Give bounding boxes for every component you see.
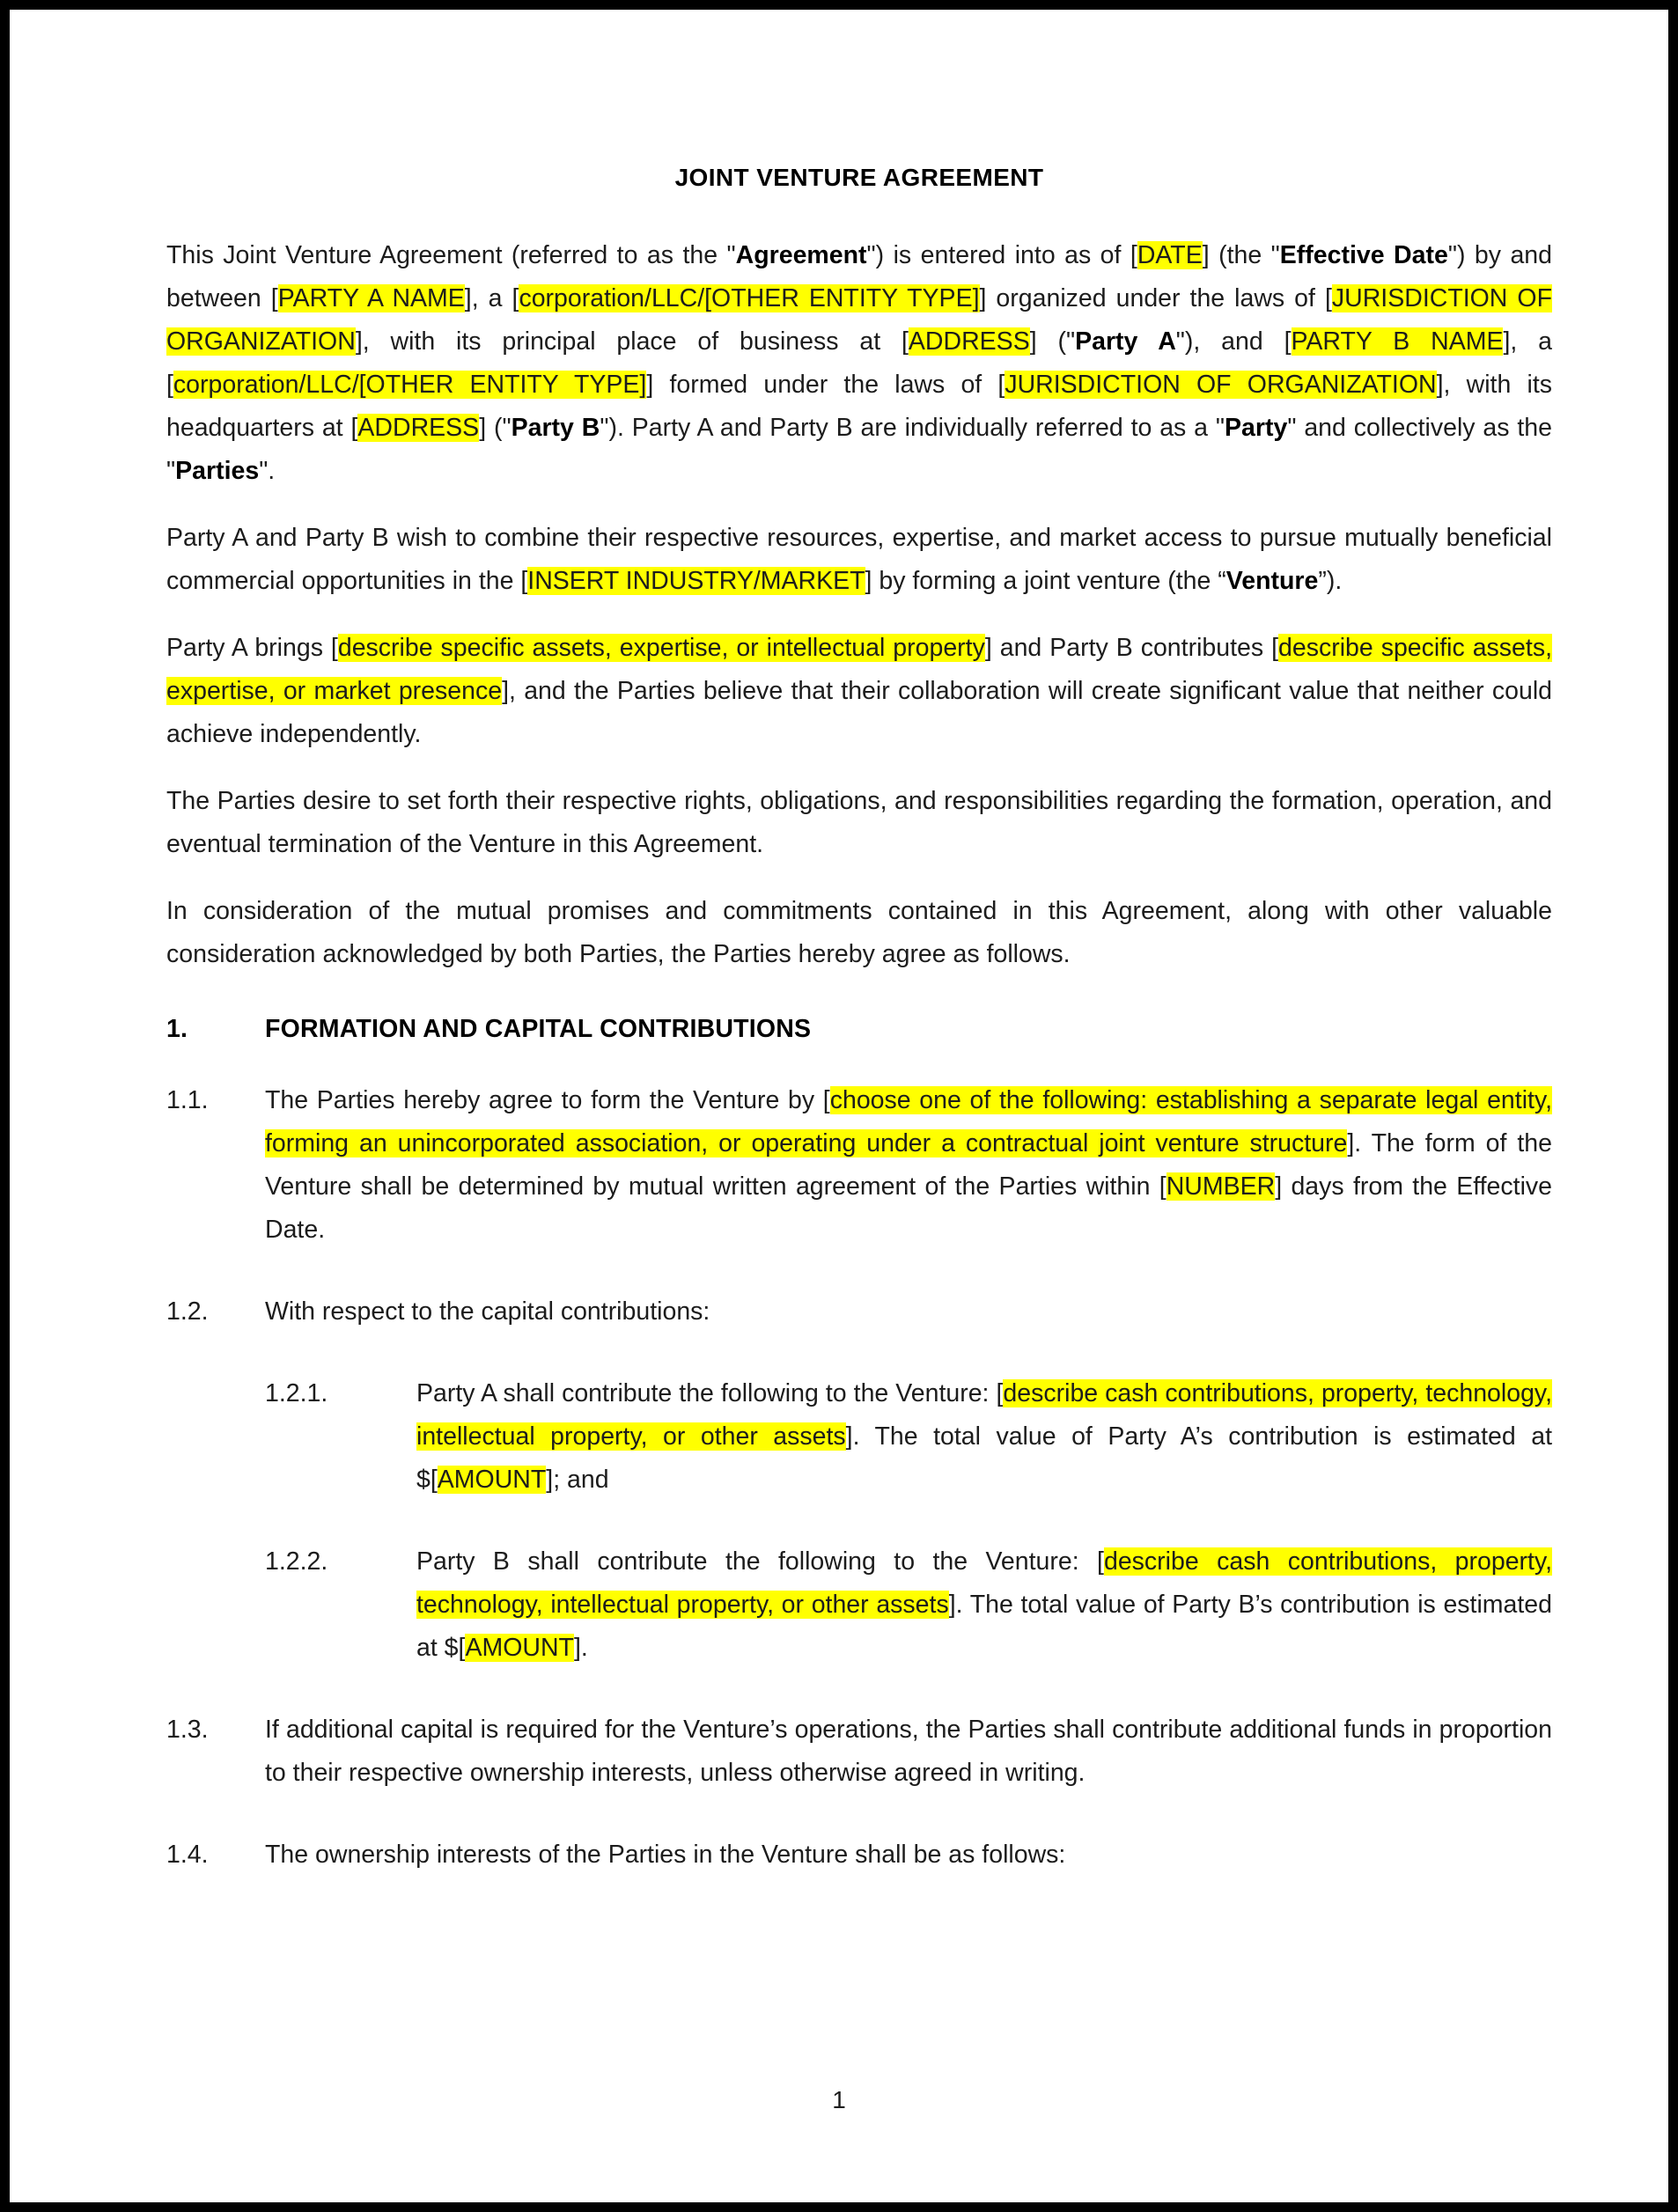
- text-run: ”).: [1318, 567, 1343, 595]
- preamble-paragraph-4: [166, 780, 1552, 866]
- document-body: [166, 164, 1552, 1915]
- text-run: ], with its headquarters at [: [166, 371, 1552, 442]
- placeholder-jurisdiction-b: JURISDICTION OF ORGANIZATION: [1005, 371, 1437, 399]
- text-run: ].: [573, 1634, 588, 1662]
- term-party: Party: [1225, 414, 1288, 442]
- text-run: The Parties hereby agree to form the Venture by [: [265, 1086, 830, 1114]
- text-run: ], and the Parties believe that their collaboration will create significant value that neither could achieve independently.: [166, 677, 1552, 748]
- clause-number: 1.2.: [166, 1297, 209, 1326]
- text-run: "). Party A and Party B are individually referred to as a ": [600, 414, 1225, 442]
- text-run: Party A brings [: [166, 634, 338, 662]
- placeholder-address-b: ADDRESS: [357, 414, 480, 442]
- clause-number: 1.3.: [166, 1716, 209, 1744]
- text-run: ]. The total value of Party B’s contribution is estimated at $[: [416, 1591, 1553, 1662]
- placeholder-amount-a: AMOUNT: [437, 1466, 547, 1494]
- placeholder-amount-b: AMOUNT: [465, 1634, 574, 1662]
- text-run: ] formed under the laws of [: [646, 371, 1005, 399]
- term-effective-date: Effective Date: [1279, 241, 1448, 269]
- clause-text: [416, 1540, 1552, 1670]
- clause-number: 1.2.1.: [265, 1379, 328, 1407]
- text-run: ] (": [1029, 327, 1076, 356]
- text-run: ], a [: [166, 327, 1553, 399]
- clause-text: [265, 1290, 1552, 1334]
- placeholder-industry-market: INSERT INDUSTRY/MARKET: [527, 567, 865, 595]
- text-run: Party A shall contribute the following to the Venture: [: [416, 1379, 1004, 1407]
- text-run: ]. The total value of Party A’s contribution is estimated at $[: [416, 1422, 1552, 1494]
- placeholder-venture-form-options: choose one of the following: establishing a separate legal entity, forming an unincorporated association, or operating under a contractual joint venture structure: [265, 1086, 1552, 1157]
- text-run: ] days from the Effective Date.: [265, 1172, 1552, 1244]
- text-run: ]. The form of the Venture shall be determined by mutual written agreement of the Parties within [: [265, 1129, 1552, 1201]
- term-agreement: Agreement: [735, 241, 867, 269]
- placeholder-party-a-assets: describe specific assets, expertise, or intellectual property: [337, 634, 985, 662]
- clause-1-1: [166, 1079, 1552, 1252]
- clause-1-2-2: [265, 1540, 1552, 1670]
- placeholder-party-a-name: PARTY A NAME: [277, 284, 465, 312]
- text-run: ") by and between [: [166, 241, 1552, 312]
- clause-1-2: [166, 1290, 1552, 1334]
- preamble-paragraph-2: [166, 517, 1552, 603]
- text-run: ") is entered into as of [: [866, 241, 1137, 269]
- placeholder-address-a: ADDRESS: [908, 327, 1030, 356]
- clause-number: 1.4.: [166, 1841, 209, 1869]
- section-title: FORMATION AND CAPITAL CONTRIBUTIONS: [265, 1015, 812, 1043]
- preamble-paragraph-5: [166, 890, 1552, 976]
- placeholder-jurisdiction-a: JURISDICTION OF ORGANIZATION: [166, 284, 1552, 356]
- text-run: With respect to the capital contributions:: [265, 1297, 710, 1326]
- clause-text: [265, 1709, 1552, 1795]
- text-run: ".: [259, 457, 276, 485]
- term-party-b: Party B: [511, 414, 600, 442]
- text-run: ] and Party B contributes [: [984, 634, 1279, 662]
- clause-text: [265, 1079, 1552, 1252]
- text-run: ], a [: [464, 284, 519, 312]
- placeholder-entity-type-a: corporation/LLC/[OTHER ENTITY TYPE]: [519, 284, 980, 312]
- text-run: ] by forming a joint venture (the “: [865, 567, 1226, 595]
- section-heading-1: [166, 1015, 1552, 1044]
- clause-1-2-1: [265, 1372, 1552, 1502]
- text-run: Party A and Party B wish to combine their respective resources, expertise, and market access to pursue mutually beneficial commercial opportunities in the [: [166, 524, 1552, 595]
- text-run: The ownership interests of the Parties in the Venture shall be as follows:: [265, 1841, 1066, 1869]
- term-parties: Parties: [175, 457, 260, 485]
- text-run: The Parties desire to set forth their respective rights, obligations, and responsibilities regarding the formation, operation, and eventual termination of the Venture in this Agreement.: [166, 787, 1552, 858]
- text-run: Party B shall contribute the following to the Venture: [: [416, 1547, 1104, 1576]
- section-number: 1.: [166, 1015, 188, 1043]
- clause-1-4: [166, 1834, 1552, 1877]
- placeholder-party-b-name: PARTY B NAME: [1291, 327, 1504, 356]
- placeholder-entity-type-b: corporation/LLC/[OTHER ENTITY TYPE]: [173, 371, 647, 399]
- page-title: JOINT VENTURE AGREEMENT: [674, 164, 1044, 191]
- placeholder-party-b-assets: describe specific assets, expertise, or market presence: [166, 634, 1552, 705]
- page-number: 1: [832, 2086, 846, 2113]
- text-run: ], with its principal place of business at [: [355, 327, 909, 356]
- clause-1-3: [166, 1709, 1552, 1795]
- term-party-a: Party A: [1075, 327, 1176, 356]
- text-run: ] organized under the laws of [: [979, 284, 1332, 312]
- term-venture: Venture: [1225, 567, 1319, 595]
- clause-number: 1.2.2.: [265, 1547, 328, 1576]
- text-run: This Joint Venture Agreement (referred to as the ": [166, 241, 736, 269]
- placeholder-party-b-contributions: describe cash contributions, property, technology, intellectual property, or other assets: [416, 1547, 1553, 1619]
- text-run: ]; and: [546, 1466, 609, 1494]
- clause-text: [265, 1834, 1552, 1877]
- text-run: " and collectively as the ": [166, 414, 1552, 485]
- text-run: ] (the ": [1202, 241, 1280, 269]
- clause-number: 1.1.: [166, 1086, 209, 1114]
- clause-text: [416, 1372, 1552, 1502]
- text-run: "), and [: [1175, 327, 1292, 356]
- placeholder-number-days: NUMBER: [1166, 1172, 1276, 1201]
- preamble-paragraph-1: [166, 234, 1552, 493]
- text-run: In consideration of the mutual promises and commitments contained in this Agreement, along with other valuable consideration acknowledged by both Parties, the Parties hereby agree as follows.: [166, 897, 1552, 968]
- text-run: If additional capital is required for the Venture’s operations, the Parties shall contribute additional funds in proportion to their respective ownership interests, unless otherwise agreed in writing.: [265, 1716, 1552, 1787]
- placeholder-party-a-contributions: describe cash contributions, property, technology, intellectual property, or other assets: [416, 1379, 1552, 1451]
- placeholder-date: DATE: [1137, 241, 1203, 269]
- text-run: ] (": [479, 414, 511, 442]
- preamble-paragraph-3: [166, 627, 1552, 756]
